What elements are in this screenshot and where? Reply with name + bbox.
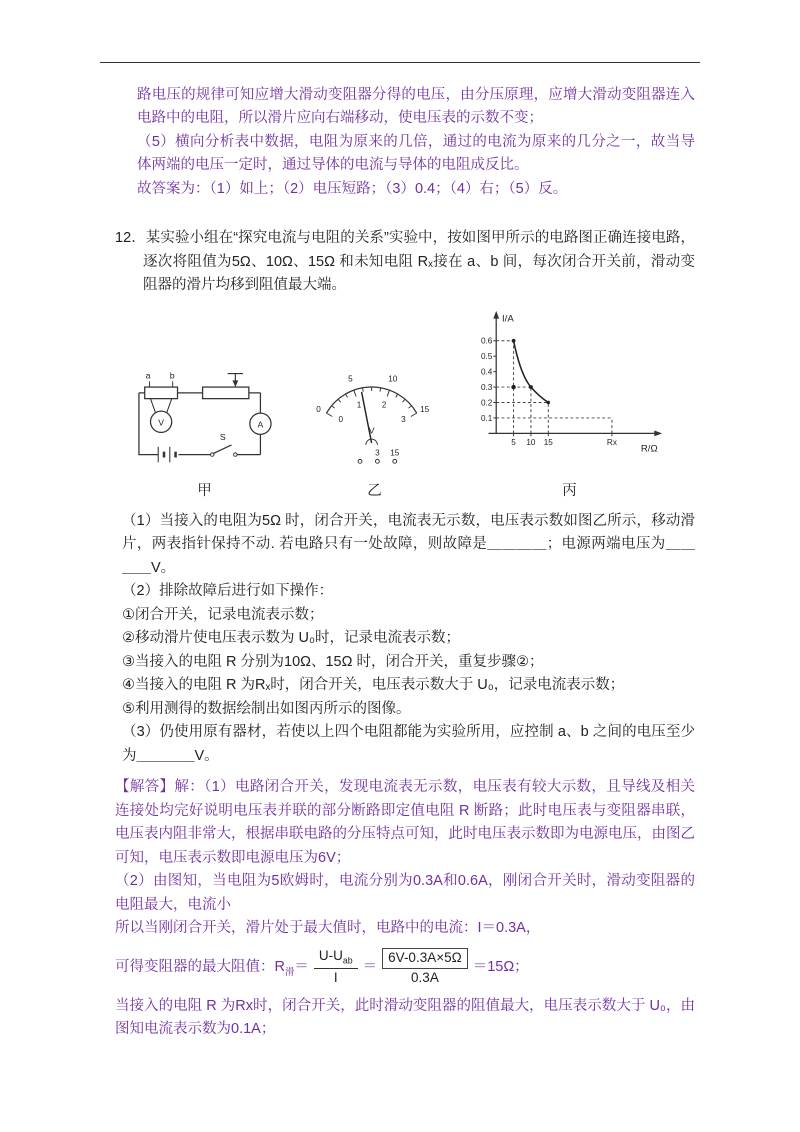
meter-lower-scale [338,400,406,423]
svg-text:0.5: 0.5 [480,351,493,361]
answer-formula [115,945,695,991]
svg-text:10: 10 [388,374,398,384]
formula-equals-2: ＝ [362,958,378,975]
question-stem-text: 某实验小组在“探究电流与电阻的关系”实验中，按如图甲所示的电路图正确连接电路，逐次将阻值为5Ω、10Ω、15Ω 和未知电阻 Rₓ接在 a、b 间，每次闭合开关前，滑动变阻器的滑片均移到阻值最大端。 [143,230,695,294]
svg-text:0.1: 0.1 [480,413,493,423]
resistor-box [145,387,178,399]
voltmeter-lead-left [151,399,156,413]
rheostat-box [203,387,249,399]
range-15-label: 15 [390,448,400,458]
label-a: a [145,370,151,381]
switch-label: S [219,431,226,442]
previous-answer-section [137,84,695,201]
intro-paragraph-2: （5）横向分析表中数据，电阻为原来的几倍，通过的电流为原来的几分之一，故当导体两端的电压一定时，通过导体的电流与导体的电阻成反比。 [137,133,695,174]
formula-fraction-1: $\frac{U-U_{ab}}{I}$ [314,948,358,987]
question-number: 12． [115,230,146,247]
step-1: ①闭合开关，记录电流表示数； [122,606,324,623]
svg-text:5: 5 [511,437,516,447]
question-part-2-head: （2）排除故障后进行如下操作： [122,583,334,600]
formula-result: ＝15Ω； [472,958,529,975]
answer-paragraph-2: （2）由图知，当电阻为5欧姆时，电流分别为0.3A和0.6A，刚闭合开关时，滑动变阻器的电阻最大，电流小 [115,873,695,913]
voltmeter-letter: V [158,417,164,428]
svg-text:0: 0 [316,405,321,415]
svg-text:0: 0 [338,414,344,424]
y-axis-arrow-icon [493,311,499,319]
document-content [115,84,695,1042]
step-4: ④当接入的电阻 R 为Rₓ时，闭合开关，电压表示数大于 U₀，记录电流表示数； [122,677,625,694]
svg-text:2: 2 [381,400,387,410]
circuit-diagram [127,362,282,470]
svg-text:1: 1 [356,400,362,410]
x-tick-labels [511,438,617,447]
answer-paragraph-1: 【解答】解：（1）电路闭合开关，发现电流表无示数，电压表有较大示数，且导线及相关连接处均完好说明电压表并联的部分断路即定值电阻 R 断路；此时电压表与变阻器串联，电压表内阻非常大，根据串联电路的分压特点可知，此时电压表示数即为电源电压，由图乙可知，电压表示数即电源电压为6V； [115,779,695,866]
intro-paragraph-1: 路电压的规律可知应增大滑动变阻器分得的电压，由分压原理，应增大滑动变阻器连入电路中的电阻，所以滑片应向右端移动，使电压表的示数不变； [137,87,695,127]
label-b: b [169,370,175,381]
meter-ticks [326,387,416,416]
svg-text:15: 15 [420,405,430,415]
y-tick-labels [481,337,493,423]
battery-symbol [158,447,175,462]
answer-paragraph-4: 当接入的电阻 R 为Rx时，闭合开关，此时滑动变阻器的阻值最大，电压表示数大于 U₀，由图知电流表示数为0.1A； [115,997,695,1038]
voltmeter-face [302,362,447,470]
step-5: ⑤利用测得的数据绘制出如图丙所示的图像。 [122,700,411,717]
rx-tick-label: Rx [606,437,617,447]
rheostat-slider-arrow-icon [232,380,238,387]
figure-bing [467,308,672,504]
svg-text:0.6: 0.6 [480,336,493,346]
question-part-3: （3）仍使用原有器材，若使以上四个电阻都能为实验所用，应控制 a、b 之间的电压至少为＿＿＿＿V。 [122,724,695,764]
answer-section [115,776,695,1041]
svg-text:3: 3 [401,414,406,424]
answer-paragraph-3: 所以当刚闭合开关，滑片处于最大值时，电路中的电流：I＝0.3A， [115,920,541,937]
x-axis-arrow-icon [654,430,662,436]
step-3: ③当接入的电阻 R 分别为10Ω、15Ω 时，闭合开关，重复步骤②； [122,653,544,670]
caption-jia: 甲 [197,483,212,500]
x-axis-label: R/Ω [640,443,658,455]
range-3-label: 3 [375,448,380,458]
meter-terminals [358,448,400,463]
svg-text:10: 10 [526,437,536,447]
caption-bing: 丙 [562,483,577,500]
svg-text:15: 15 [543,437,553,447]
switch-symbol [210,445,237,456]
formula-fraction-2: $\frac{6V-0.3A\times 5\Omega}{0.3A}$ [382,948,468,987]
meter-upper-scale [316,374,429,414]
voltmeter-lead-right [167,399,172,413]
figure-yi [302,362,447,504]
intro-paragraph-3: 故答案为：（1）如上；（2）电压短路；（3）0.4；（4）右；（5）反。 [137,180,568,197]
y-axis-label: I/A [502,313,514,325]
svg-text:0.4: 0.4 [480,367,493,377]
svg-text:0.2: 0.2 [480,398,493,408]
step-2: ②移动滑片使电压表示数为 U₀时，记录电流表示数； [122,630,461,647]
question-part-1: （1）当接入的电阻为5Ω 时，闭合开关，电流表无示数，电压表示数如图乙所示，移动滑片，两表指针保持不动. 若电路只有一处故障，则故障是＿＿＿＿；电源两端电压为＿＿＿＿V。 [122,512,695,576]
svg-text:5: 5 [348,374,353,384]
svg-text:0.3: 0.3 [480,382,493,392]
header-rule [100,62,700,63]
figure-jia [127,362,282,504]
axis-tick-marks [493,341,612,436]
ammeter-letter: A [257,419,264,430]
question-12-stem [115,227,695,297]
meter-unit: V [368,425,375,436]
figure-row [127,308,695,504]
caption-yi: 乙 [367,483,382,500]
ir-graph [467,308,672,470]
ir-curve [514,341,549,403]
formula-lead: 可得变阻器的最大阻值：$R_滑=$ [115,958,309,977]
